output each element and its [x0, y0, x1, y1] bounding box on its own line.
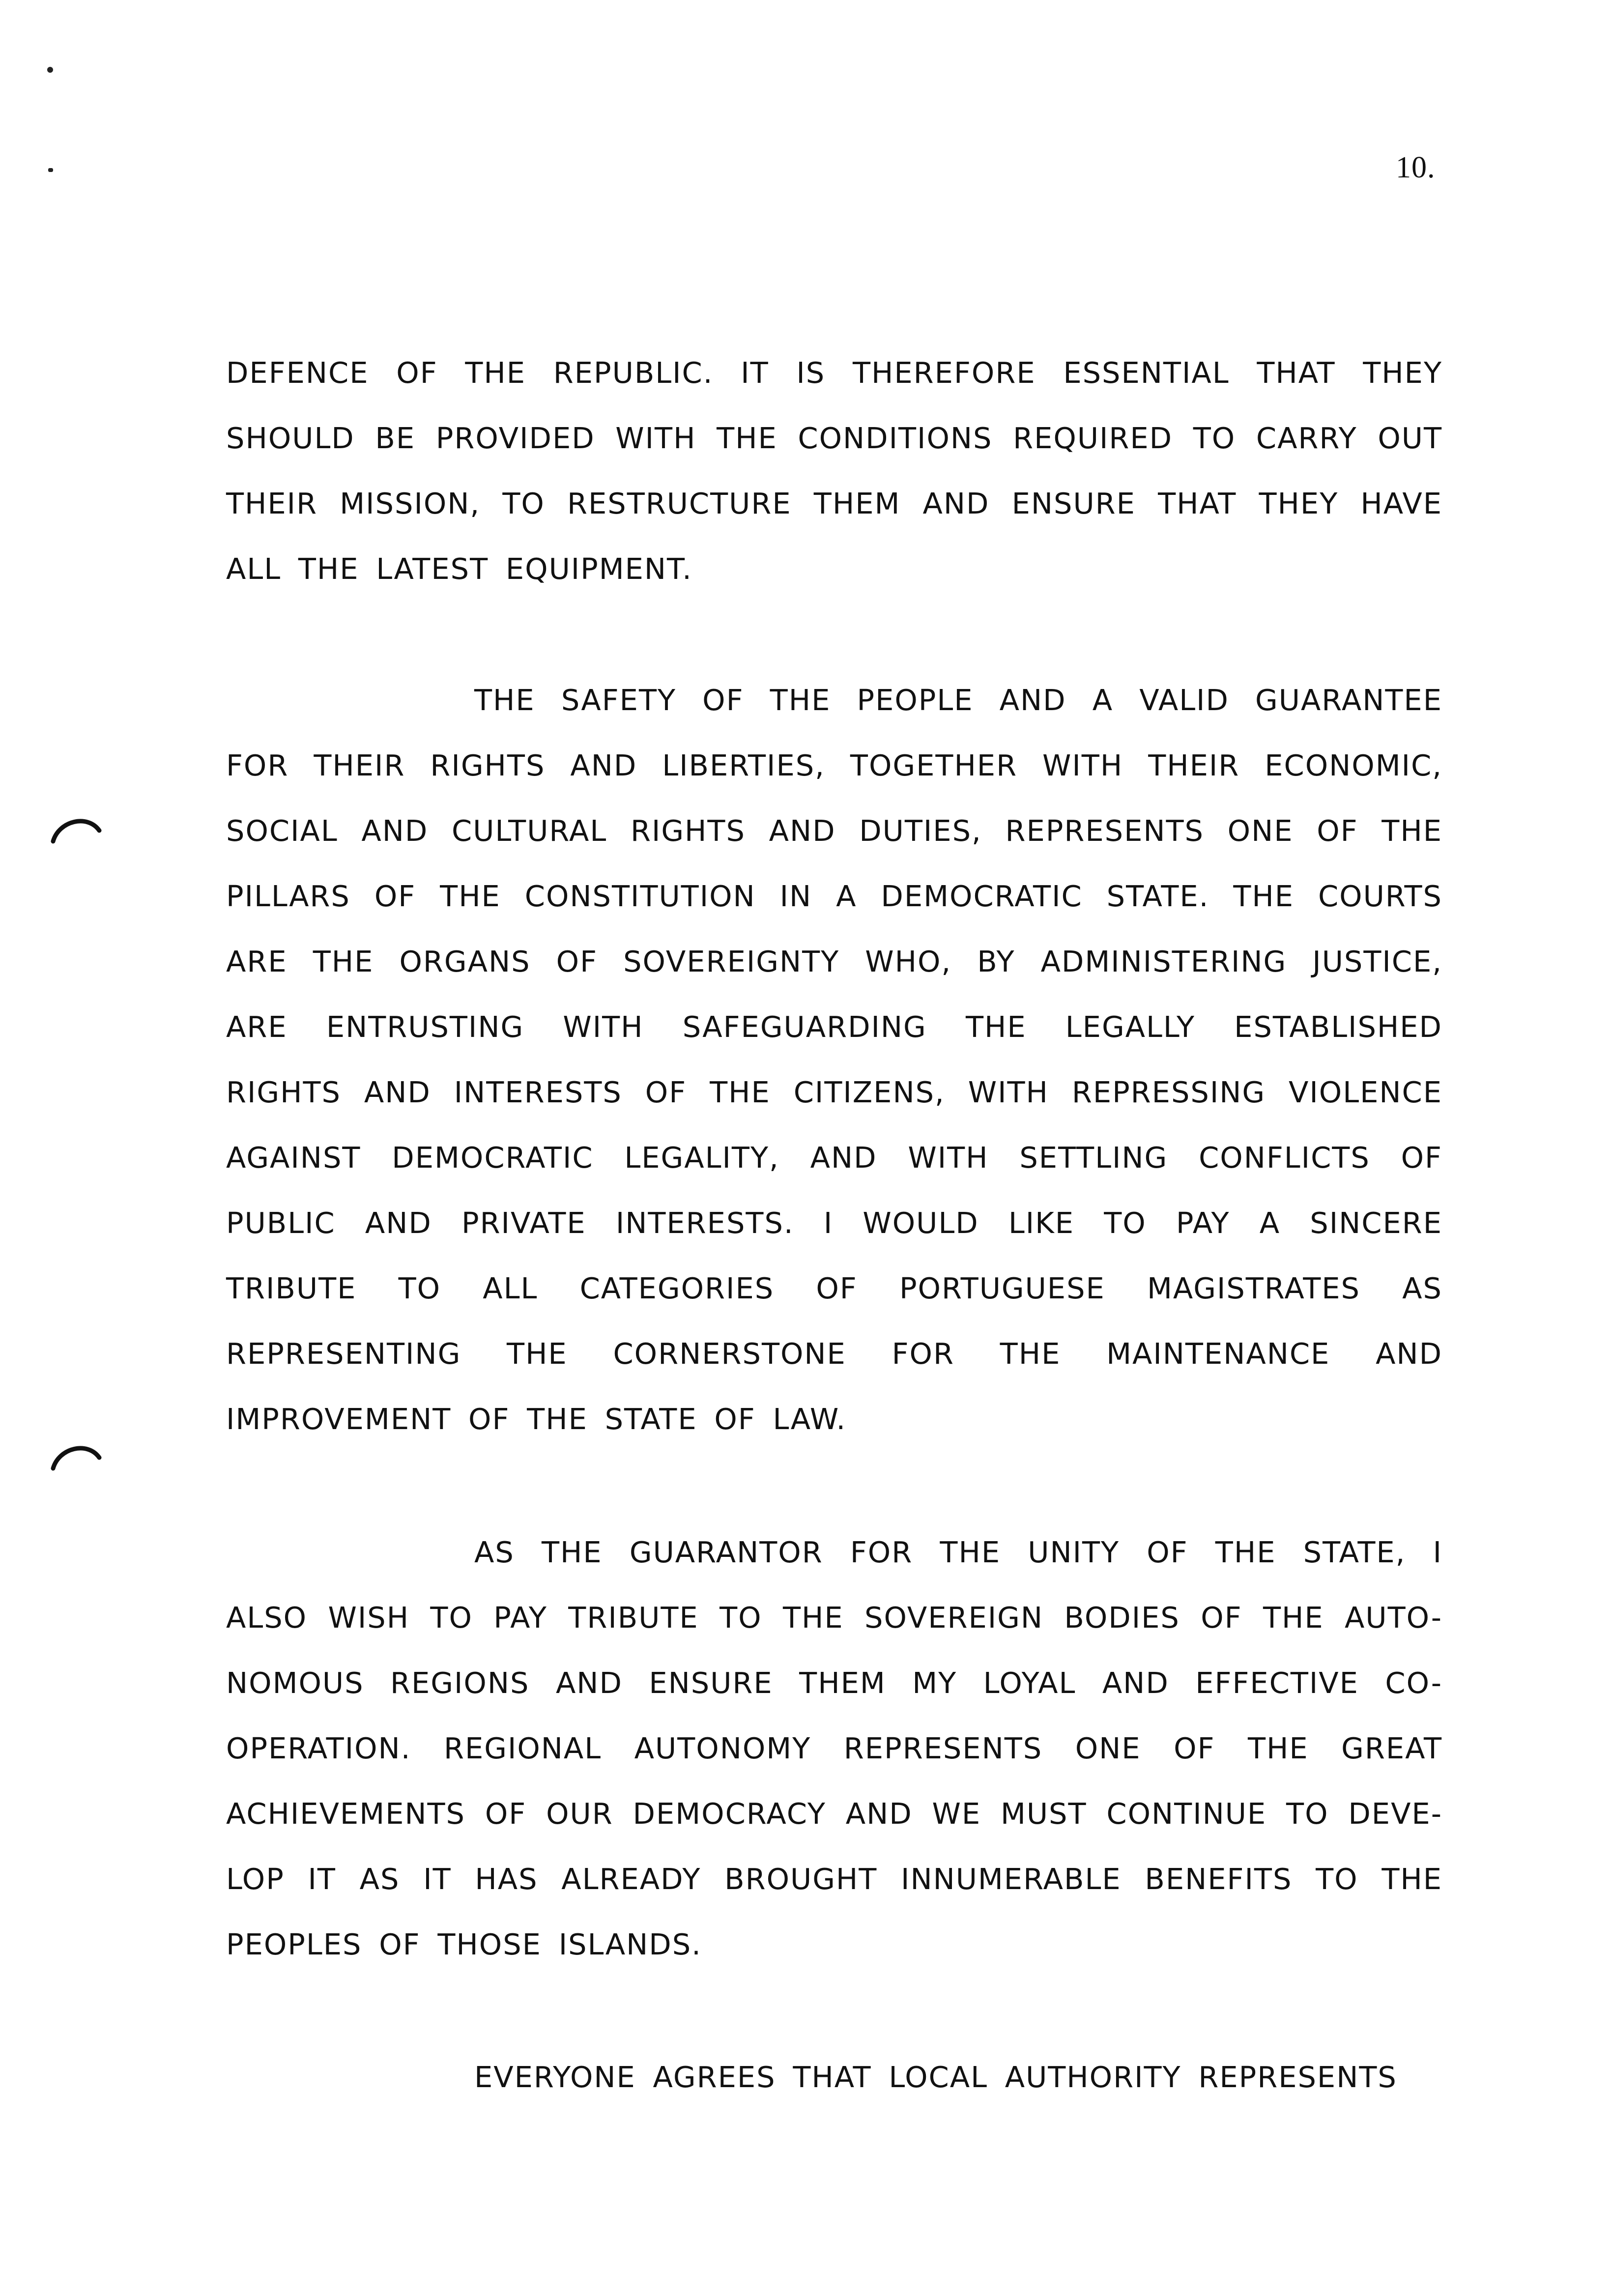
paragraph-4-text: EVERYONE AGREES THAT LOCAL AUTHORITY REPRESENTS [474, 2060, 1397, 2094]
page-number: 10. [1396, 151, 1436, 184]
paragraph-3-text: AS THE GUARANTOR FOR THE UNITY OF THE STATE, I ALSO WISH TO PAY TRIBUTE TO THE SOVEREIGN BODIES OF THE AUTO-NOMOUS REGIONS AND ENSURE THEM MY LOYAL AND EFFECTIVE CO-OPERATION. REGIONAL AUTONOMY REPRESENTS ONE OF THE GREAT ACHIEVEMENTS OF OUR DEMOCRACY AND WE MUST CONTINUE TO DEVE-LOP IT AS IT HAS ALREADY BROUGHT INNUMERABLE BENEFITS TO THE PEOPLES OF THOSE ISLANDS. [226, 1535, 1442, 1961]
margin-arc-lower [49, 1438, 103, 1472]
paragraph-4 [226, 2044, 1442, 2110]
paragraph-3 [226, 1520, 1442, 1977]
margin-dot-top [47, 67, 53, 73]
margin-arc-upper [49, 811, 103, 845]
paragraph-1-text: DEFENCE OF THE REPUBLIC. IT IS THEREFORE ESSENTIAL THAT THEY SHOULD BE PROVIDED WITH THE CONDITIONS REQUIRED TO CARRY OUT THEIR MISSION, TO RESTRUCTURE THEM AND ENSURE THAT THEY HAVE ALL THE LATEST EQUIPMENT. [226, 356, 1442, 586]
paragraph-1 [226, 340, 1442, 602]
paragraph-2-text: THE SAFETY OF THE PEOPLE AND A VALID GUARANTEE FOR THEIR RIGHTS AND LIBERTIES, TOGETHER WITH THEIR ECONOMIC, SOCIAL AND CULTURAL RIGHTS AND DUTIES, REPRESENTS ONE OF THE PILLARS OF THE CONSTITUTION IN A DEMOCRATIC STATE. THE COURTS ARE THE ORGANS OF SOVEREIGNTY WHO, BY ADMINISTERING JUSTICE, ARE ENTRUSTING WITH SAFEGUARDING THE LEGALLY ESTABLISHED RIGHTS AND INTERESTS OF THE CITIZENS, WITH REPRESSING VIOLENCE AGAINST DEMOCRATIC LEGALITY, AND WITH SETTLING CONFLICTS OF PUBLIC AND PRIVATE INTERESTS. I WOULD LIKE TO PAY A SINCERE TRIBUTE TO ALL CATEGORIES OF PORTUGUESE MAGISTRATES AS REPRESENTING THE CORNERSTONE FOR THE MAINTENANCE AND IMPROVEMENT OF THE STATE OF LAW. [226, 683, 1442, 1436]
margin-dot-second [48, 168, 53, 172]
paragraph-2 [226, 667, 1442, 1452]
